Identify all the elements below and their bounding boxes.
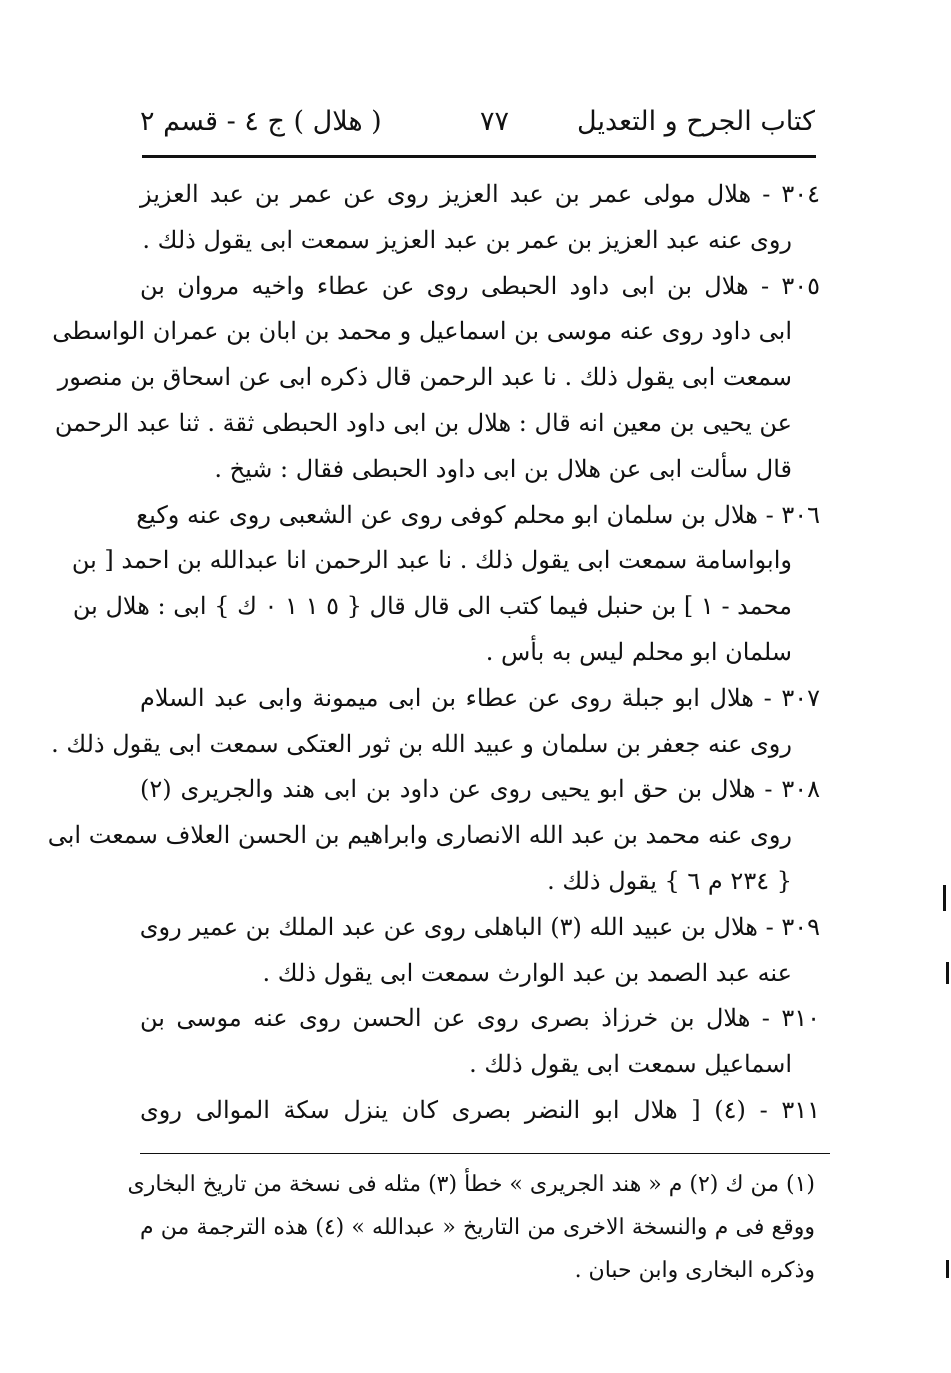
entry-306-line-2: وابواسامة سمعت ابى يقول ذلك . نا عبد الرحمن انا عبدالله بن احمد [ بن [71, 546, 792, 575]
entry-307-line-2: روى عنه جعفر بن سلمان و عبيد الله بن ثور العتكى سمعت ابى يقول ذلك . [51, 729, 792, 758]
entry-310-line-1: ٣١٠ - هلال بن خرزاذ بصرى روى عن الحسن روى عنه موسى بن [140, 1004, 820, 1033]
scan-edge-mark [946, 962, 949, 984]
section-label: ( هلال ) ج ٤ - قسم ٢ [140, 106, 382, 137]
entry-310-line-2: اسماعيل سمعت ابى يقول ذلك . [469, 1050, 792, 1079]
book-title: كتاب الجرح و التعديل [577, 106, 815, 137]
entry-311-line-1: ٣١١ - (٤) [ هلال ابو النضر بصرى كان ينزل سكة الموالى روى [140, 1095, 821, 1124]
main-text [47, 172, 821, 1134]
footnote-line-2: ووقع فى م والنسخة الاخرى من التاريخ « عبدالله » (٤) هذه الترجمة من م [140, 1215, 816, 1240]
entry-304-line-1: ٣٠٤ - هلال مولى عمر بن عبد العزيز روى عن عمر بن عبد العزيز [140, 180, 820, 208]
footnote-line-1: (١) من ك (٢) م « هند الجريرى » خطأ (٣) مثله فى نسخة من تاريخ البخارى [127, 1172, 815, 1197]
entry-305-line-4: عن يحيى بن معين انه قال : هلال بن ابى داود الحبطى ثقة . ثنا عبد الرحمن [54, 408, 792, 437]
entry-306-line-3: محمد - ١ ] بن حنبل فيما كتب الى قال قال { ٥ ١ ١ ٠ ك } ابى : هلال بن [72, 592, 792, 621]
header-rule [142, 155, 816, 158]
entry-304-line-2: روى عنه عبد العزيز بن عمر بن عبد العزيز سمعت ابى يقول ذلك . [142, 225, 792, 254]
entry-309-line-1: ٣٠٩ - هلال بن عبيد الله (٣) الباهلى روى عن عبد الملك بن عمير روى [139, 912, 820, 941]
entry-305-line-3: سمعت ابى يقول ذلك . نا عبد الرحمن قال ذكره ابى عن اسحاق بن منصور [57, 363, 792, 392]
footnote-rule [140, 1153, 830, 1154]
entry-308-line-2: روى عنه محمد بن عبد الله الانصارى وابراهيم بن الحسن العلاف سمعت ابى [47, 821, 792, 850]
entry-305-line-5: قال سألت ابى عن هلال بن ابى داود الحبطى فقال : شيخ . [214, 454, 792, 483]
entry-307-line-1: ٣٠٧ - هلال ابو جبلة روى عن عطاء بن ابى ميمونة وابى عبد السلام [140, 683, 820, 712]
entry-306-line-1: ٣٠٦ - هلال بن سلمان ابو محلم كوفى روى عن الشعبى روى عنه وكيع [136, 500, 820, 529]
footnote-line-3: وذكره البخارى وابن حبان . [574, 1258, 815, 1283]
entry-309-line-2: عنه عبد الصمد بن عبد الوارث سمعت ابى يقول ذلك . [262, 958, 792, 987]
entry-305-line-2: ابى داود روى عنه موسى بن اسماعيل و محمد بن ابان بن عمران الواسطى [52, 317, 792, 346]
page-header [140, 98, 815, 154]
scan-edge-mark [943, 885, 946, 911]
page-number: ٧٧ [480, 106, 510, 137]
entry-306-line-4: سلمان ابو محلم ليس به بأس . [485, 637, 792, 666]
entry-308-line-1: ٣٠٨ - هلال بن حق ابو يحيى روى عن داود بن ابى هند والجريرى (٢) [140, 775, 820, 804]
footnotes [127, 1163, 816, 1292]
scan-edge-mark [946, 1260, 949, 1278]
entry-305-line-1: ٣٠٥ - هلال بن ابى داود الحبطى روى عن عطاء واخيه مروان بن [140, 271, 820, 300]
entry-308-line-3: { ٢٣٤ م ٦ } يقول ذلك . [547, 866, 792, 895]
